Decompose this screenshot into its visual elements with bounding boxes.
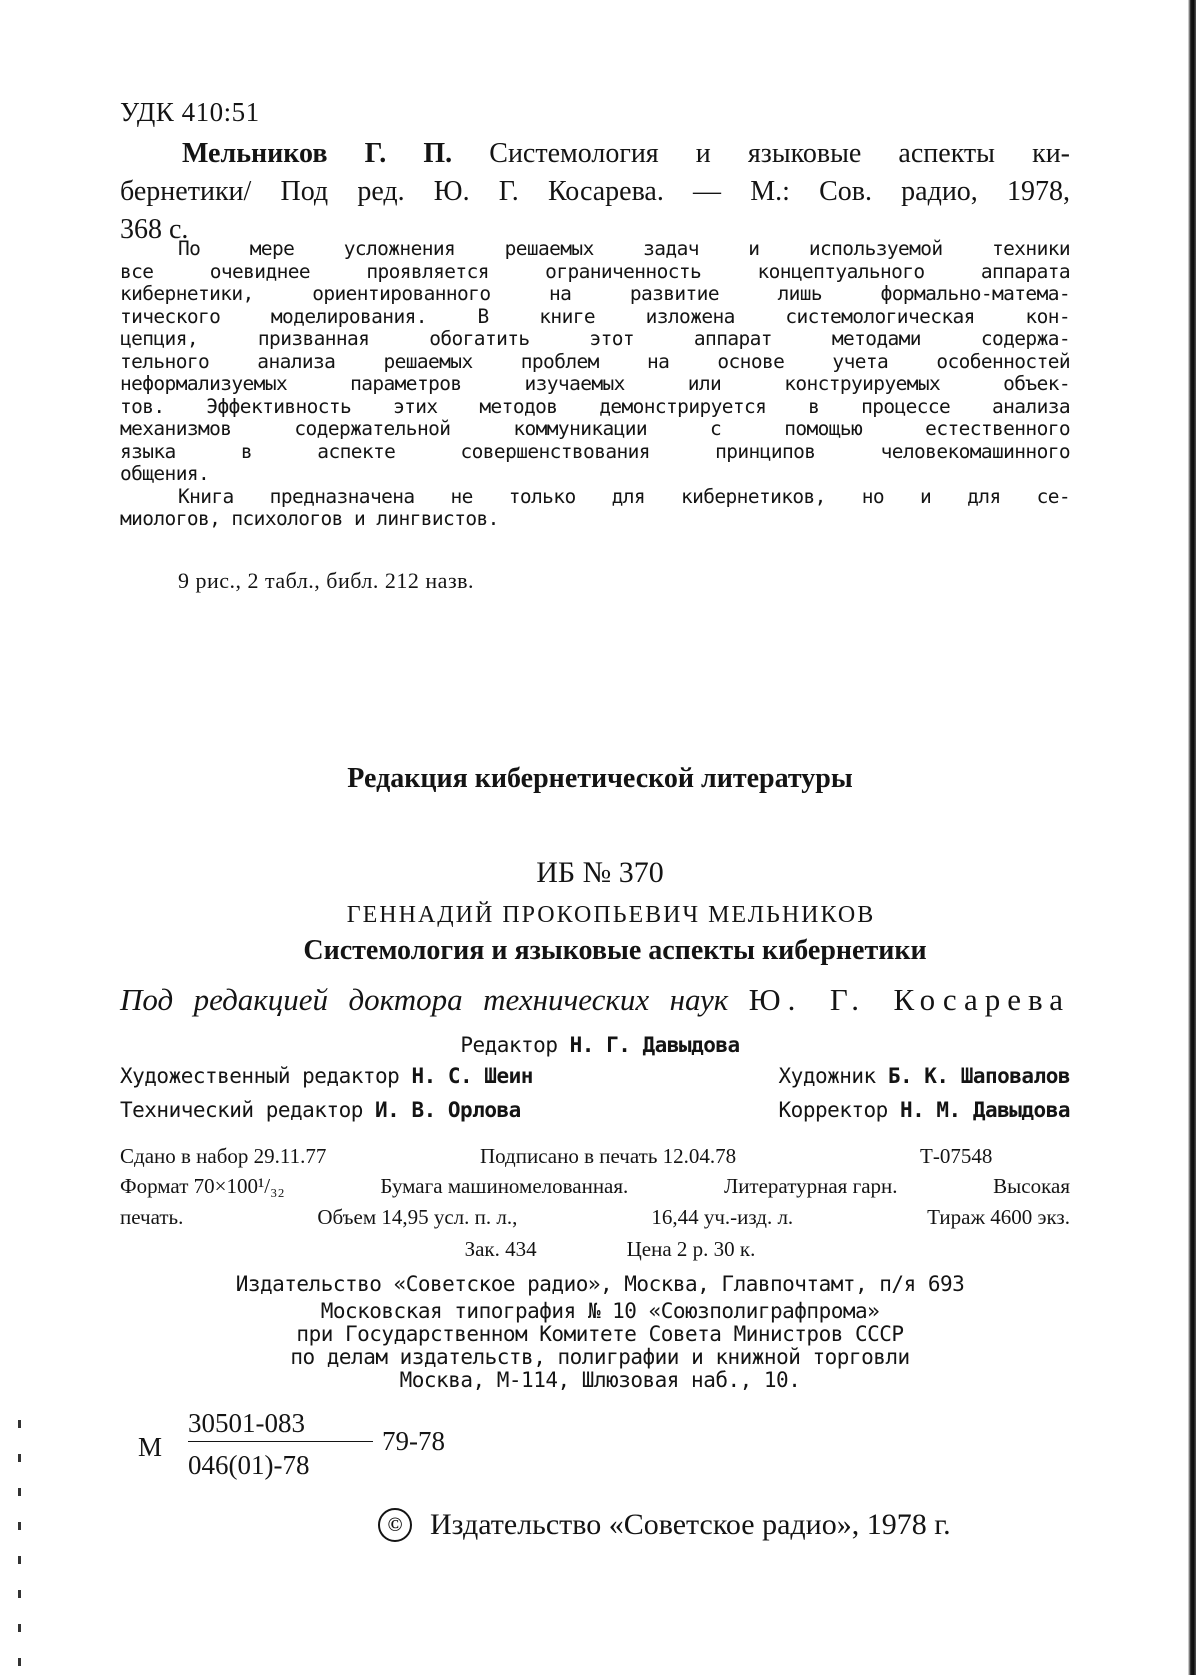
copyright-icon: © [378, 1508, 412, 1542]
biblio-line-2: бернетики/ Под ред. Ю. Г. Косарева. — М.: Сов. радио, 1978, [120, 176, 1070, 207]
corrector-role: Корректор [778, 1098, 888, 1122]
printing-line: при Государственном Комитете Совета Министров СССР [296, 1322, 904, 1346]
imprint-dates [120, 1144, 1070, 1169]
printing-line: по делам издательств, полиграфии и книжной торговли [290, 1345, 910, 1369]
annotation-line: цепция, призванная обогатить этот аппарат методами содержа- [120, 327, 1070, 350]
tech-editor [120, 1098, 521, 1122]
annotation-line: По мере усложнения решаемых задач и используемой техники [178, 237, 1070, 260]
annotation-line: неформализуемых параметров изучаемых или конструируемых объек- [120, 372, 1070, 395]
editor-name: Н. Г. Давыдова [569, 1033, 740, 1057]
staff-row-tech [120, 1098, 1070, 1122]
edited-by-name: Ю. Г. Косарева [748, 982, 1070, 1017]
udk-code: УДК 410:51 [120, 97, 260, 127]
editorial-office: Редакция кибернетической литературы [347, 763, 853, 794]
art-editor-name: Н. С. Шеин [411, 1064, 533, 1088]
imprint-volume [120, 1205, 1070, 1230]
biblio-line-3: 368 с. [120, 214, 189, 245]
art-editor [120, 1064, 533, 1088]
artist-name: Б. К. Шаповалов [887, 1064, 1070, 1088]
annotation-line: тов. Эффективность этих методов демонстрируется в процессе анализа [120, 394, 1070, 418]
audience-line: Книга предназначена не только для кибернетиков, но и для се- [178, 484, 1070, 508]
corrector-name: Н. М. Давыдова [899, 1098, 1070, 1122]
ib-number: ИБ № 370 [536, 856, 664, 889]
catalog-suffix: 79-78 [382, 1426, 445, 1456]
annotation-line: тельного анализа решаемых проблем на основе учета особенностей [120, 349, 1070, 373]
submitted-date: Сдано в набор 29.11.77 [120, 1144, 327, 1168]
annotation [120, 238, 1070, 531]
typeface: Литературная гарн. [723, 1174, 898, 1198]
print-type-end: печать. [120, 1205, 184, 1229]
book-title: Системология и языковые аспекты кибернетики [303, 935, 927, 966]
art-editor-role: Художественный редактор [120, 1064, 400, 1088]
biblio-author: Мельников Г. П. [182, 138, 453, 169]
bibliographic-record [120, 135, 1070, 249]
publisher-sheets: 16,44 уч.-изд. л. [651, 1205, 794, 1229]
print-run: Тираж 4600 экз. [927, 1205, 1070, 1229]
catalog-numerator: 30501-083 [188, 1408, 373, 1442]
catalog-letter: М [138, 1432, 163, 1462]
staff-row-art [120, 1064, 1070, 1088]
corrector [779, 1098, 1070, 1122]
volume: Объем 14,95 усл. п. л., [317, 1205, 518, 1229]
order-number: Зак. 434 [464, 1237, 537, 1261]
catalog-denominator: 046(01)-78 [188, 1450, 310, 1480]
audience-line: миологов, психологов и лингвистов. [120, 507, 499, 530]
signed-date: Подписано в печать 12.04.78 [480, 1144, 737, 1168]
license-code: Т-07548 [920, 1144, 993, 1168]
edited-by [120, 982, 1070, 1018]
copyright-text: Издательство «Советское радио», 1978 г. [430, 1508, 951, 1541]
print-type: Высокая [993, 1174, 1070, 1198]
artist-role: Художник [778, 1064, 876, 1088]
annotation-line: языка в аспекте совершенствования принципов человекомашинного [120, 439, 1070, 463]
edited-by-prefix: Под редакцией доктора технических наук [120, 982, 729, 1017]
page-binding-edge [1188, 0, 1196, 1675]
printing-line: Москва, М-114, Шлюзовая наб., 10. [399, 1368, 801, 1392]
annotation-line: кибернетики, ориентированного на развитие лишь формально-матема- [120, 282, 1070, 305]
tech-editor-role: Технический редактор [120, 1098, 363, 1122]
artist [779, 1064, 1070, 1088]
format: Формат 70×100¹/₃₂ [120, 1174, 285, 1198]
publisher-address: Издательство «Советское радио», Москва, Главпочтамт, п/я 693 [235, 1272, 965, 1296]
page-left-edge-marks [18, 1420, 21, 1675]
annotation-line: все очевиднее проявляется ограниченность концептуального аппарата [120, 259, 1070, 283]
biblio-line-1 [120, 135, 1070, 173]
annotation-line: тического моделирования. В книге изложена системологическая кон- [120, 304, 1070, 328]
staff-editor [0, 1033, 1200, 1057]
author-full-name: ГЕННАДИЙ ПРОКОПЬЕВИЧ МЕЛЬНИКОВ [346, 902, 876, 928]
editor-role: Редактор [460, 1033, 558, 1057]
annotation-line: общения. [120, 462, 210, 485]
printing-house [0, 1300, 1200, 1392]
paper: Бумага машиномелованная. [380, 1174, 629, 1198]
biblio-title-start: Системология и языковые аспекты ки- [489, 138, 1071, 169]
imprint-order [0, 1237, 1200, 1262]
illustration-count: 9 рис., 2 табл., библ. 212 назв. [178, 568, 475, 593]
printing-line: Московская типография № 10 «Союзполиграфпрома» [320, 1299, 880, 1323]
price: Цена 2 р. 30 к. [626, 1237, 756, 1261]
copyright-line [378, 1508, 951, 1542]
tech-editor-name: И. В. Орлова [375, 1098, 521, 1122]
annotation-line: механизмов содержательной коммуникации с помощью естественного [120, 417, 1070, 440]
imprint-format [120, 1174, 1070, 1199]
